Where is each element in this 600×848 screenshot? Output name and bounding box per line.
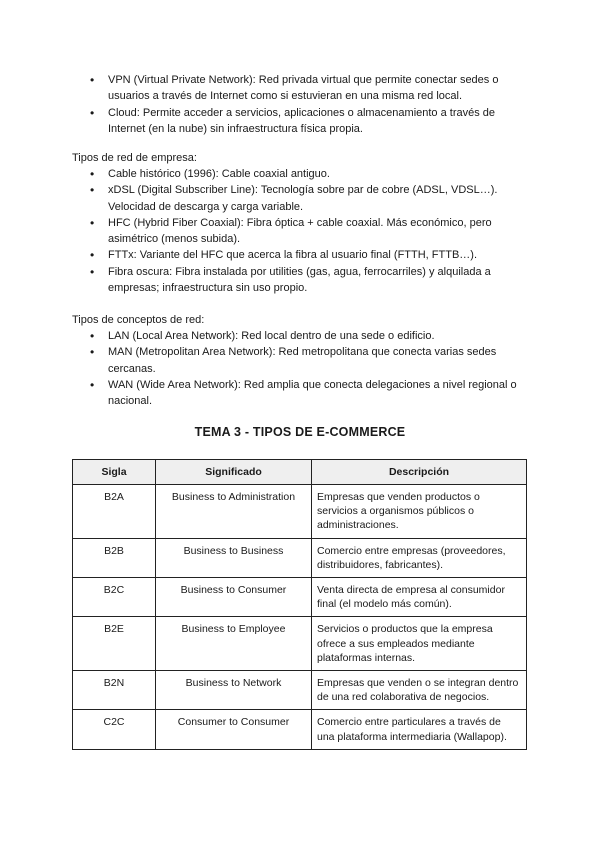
ecommerce-types-table — [72, 459, 527, 750]
list-item: • Fibra oscura: Fibra instalada por utilities (gas, agua, ferrocarriles) y alquilada a empresas; infraestructura sin uso propio. — [72, 264, 532, 297]
enterprise-network-list — [72, 166, 532, 296]
list-item: • WAN (Wide Area Network): Red amplia que conecta delegaciones a nivel regional o nacional. — [72, 377, 532, 410]
section-title: TEMA 3 - TIPOS DE E-COMMERCE — [194, 425, 406, 439]
list-item: • Cable histórico (1996): Cable coaxial antiguo. — [72, 166, 532, 182]
list-item: • xDSL (Digital Subscriber Line): Tecnología sobre par de cobre (ADSL, VDSL…). Velocidad de descarga y carga variable. — [72, 182, 532, 215]
column-header-significado: Significado — [156, 460, 312, 485]
table-row — [73, 617, 527, 671]
cell-descripcion: Comercio entre empresas (proveedores, distribuidores, fabricantes). — [312, 538, 527, 577]
list-item: • LAN (Local Area Network): Red local dentro de una sede o edificio. — [72, 328, 532, 344]
column-header-descripcion: Descripción — [312, 460, 527, 485]
cell-descripcion: Empresas que venden productos o servicios a organismos públicos o administraciones. — [312, 485, 527, 539]
cell-significado: Business to Consumer — [156, 578, 312, 617]
network-concepts-section — [72, 328, 532, 409]
cell-descripcion: Venta directa de empresa al consumidor final (el modelo más común). — [312, 578, 527, 617]
cell-sigla: B2B — [73, 538, 156, 577]
cell-sigla: C2C — [73, 710, 156, 749]
cell-sigla: B2C — [73, 578, 156, 617]
network-concepts-heading: Tipos de conceptos de red: — [72, 314, 205, 326]
services-section — [72, 72, 532, 137]
cell-sigla: B2N — [73, 671, 156, 710]
cell-sigla: B2A — [73, 485, 156, 539]
cell-descripcion: Empresas que venden o se integran dentro de una red colaborativa de negocios. — [312, 671, 527, 710]
list-item: • HFC (Hybrid Fiber Coaxial): Fibra óptica + cable coaxial. Más económico, pero asimétrico (menos subida). — [72, 215, 532, 248]
list-item: • FTTx: Variante del HFC que acerca la fibra al usuario final (FTTH, FTTB…). — [72, 247, 532, 263]
cell-sigla: B2E — [73, 617, 156, 671]
list-item: • Cloud: Permite acceder a servicios, aplicaciones o almacenamiento a través de Internet (en la nube) sin infraestructura física propia. — [72, 105, 532, 138]
cell-significado: Business to Business — [156, 538, 312, 577]
table-row — [73, 710, 527, 749]
enterprise-network-section — [72, 166, 532, 296]
network-concepts-list — [72, 328, 532, 409]
enterprise-network-heading: Tipos de red de empresa: — [72, 152, 197, 164]
table-row — [73, 485, 527, 539]
cell-significado: Business to Administration — [156, 485, 312, 539]
list-item: • VPN (Virtual Private Network): Red privada virtual que permite conectar sedes o usuarios a través de Internet como si estuvieran en una misma red local. — [72, 72, 532, 105]
cell-descripcion: Servicios o productos que la empresa ofrece a sus empleados mediante plataformas internas. — [312, 617, 527, 671]
cell-significado: Business to Employee — [156, 617, 312, 671]
list-item: • MAN (Metropolitan Area Network): Red metropolitana que conecta varias sedes cercanas. — [72, 344, 532, 377]
cell-significado: Consumer to Consumer — [156, 710, 312, 749]
table-row — [73, 671, 527, 710]
cell-significado: Business to Network — [156, 671, 312, 710]
table-header-row — [73, 460, 527, 485]
services-list — [72, 72, 532, 137]
table-row — [73, 578, 527, 617]
table-row — [73, 538, 527, 577]
cell-descripcion: Comercio entre particulares a través de una plataforma intermediaria (Wallapop). — [312, 710, 527, 749]
column-header-sigla: Sigla — [73, 460, 156, 485]
